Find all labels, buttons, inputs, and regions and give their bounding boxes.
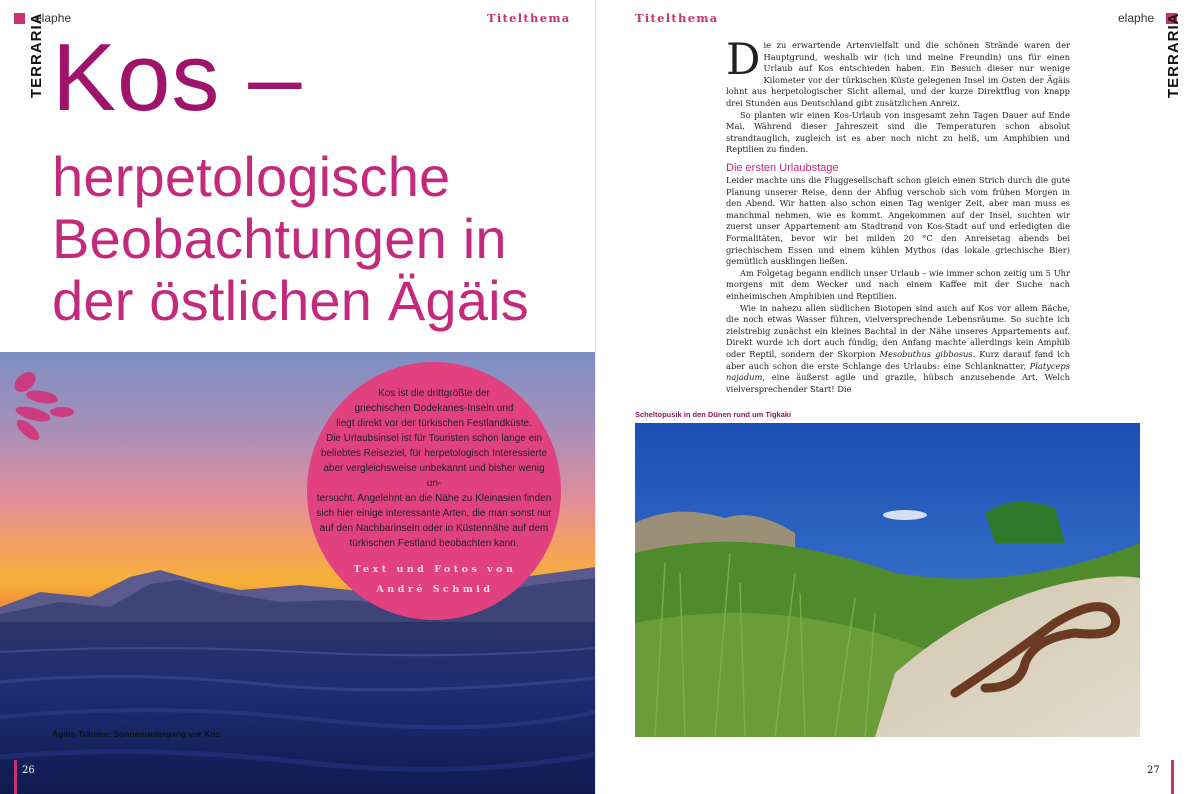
folio-bar [1171,760,1174,794]
paragraph [726,35,1070,110]
subtitle-line: der östlichen Ägäis [52,269,529,332]
body-column-bottom [726,175,1070,395]
paragraph-text: Wie in nahezu allen südlichen Biotopen sind auch auf Kos vor allem Bäche, die noch etwas Wasser führen, vielversprechende Lebensräume. So suchte ich zielstrebig zunächst ein kleines Bachtal in der Nähe unseres Appartements auf. Direkt wurde ich dort auch fündig; den Anfang machte allerdings kein Amphib oder Reptil, sondern der Skorpion [726,302,1070,359]
drop-cap: D [726,35,761,85]
paragraph-text: ie zu erwartende Artenvielfalt und die schönen Strände waren der Hauptgrund, weshalb wir (ich und meine Freundin) uns für einen Urlaub auf Kos entschieden haben. Ein Besuch dieser nur wenige Kilometer vor der türkischen Küste gelegenen Insel im Osten der Ägäis lohnt aus herpetologischer Sicht allemal, und der kurze Direktflug von knapp drei Stunden aus Deutschland gibt zusätzlichen Anreiz. [726,40,1070,108]
paragraph: Leider machte uns die Fluggesellschaft schon gleich einen Strich durch die gute Planung unserer Reise, denn der Abflug verschob sich vom frühen Morgen in den Abend. Wir hatten also schon einen Tag weniger Zeit, aber man muss es manchmal nehmen, wie es kommt. Angekommen auf der Insel, suchten wir zuerst unser Appartement am Stadtrand von Kos-Stadt auf und erledigten die Formalitäten, bevor wir bei milden 20 °C den Anreisetag abends bei griechischem Essen und einem kühlen Mythos (das lokale griechische Bier) gemütlich ausklingen ließen. [726,175,1070,267]
subtitle-line: Beobachtungen in [52,207,507,270]
intro-line: Kos ist die drittgrößte der [378,388,490,399]
intro-line: sich hier einige interessante Arten, die man sonst nur [316,508,552,519]
intro-text [316,386,552,551]
page-number: 26 [22,765,35,776]
section-label-vertical: TERRARIA [1165,12,1182,98]
intro-line: auf den Nachbarinseln oder in Küstennähe auf dem [319,523,549,534]
species-name: Platyceps najadum [726,360,1070,383]
paragraph-text: . Kurz darauf fand ich aber auch schon die erste Schlange des Urlaubs: eine Schlanknatter, [726,348,1070,371]
section-label-vertical: TERRARIA [28,12,45,98]
dune-photo-image [635,423,1140,737]
left-page [0,0,595,794]
byline-line: Text und Fotos von [353,564,517,575]
dune-photo [635,423,1140,737]
magazine-name: elaphe [35,11,72,25]
running-title: Titelthema [487,11,571,25]
sunset-photo-caption: Ägäis-Träume: Sonnenuntergang vor Kos [52,729,221,739]
paragraph: Am Folgetag begann endlich unser Urlaub – wie immer schon zeitig um 5 Uhr morgens mit dem Wecker und nach einem Kaffee mit der Suche nach einheimischen Amphibien und Reptilien. [726,267,1070,301]
running-title: Titelthema [635,11,719,25]
right-page [596,0,1191,794]
paragraph-text: , eine äußerst agile und grazile, hübsch anzusehende Art. Welch vielversprechender Start! Die [726,372,1070,394]
article-title: Kos – [52,24,303,131]
folio-bar [14,760,17,794]
magazine-name: elaphe [1118,11,1155,25]
intro-line: Die Urlaubsinsel ist für Touristen schon lange ein [325,433,543,444]
header-square [14,13,25,24]
intro-line: beliebtes Reiseziel, für herpetologisch Interessierte [320,448,548,459]
intro-line: aber vergleichsweise unbekannt und bisher wenig un- [323,463,545,489]
intro-line: liegt direkt vor der türkischen Festlandküste. [336,418,532,429]
paragraph: So planten wir einen Kos-Urlaub von insgesamt zehn Tagen Dauer auf Ende Mai. Während dieser Jahreszeit sind die Temperaturen schon absolut strandtauglich, zugleich ist es aber noch nicht zu heiß, um Amphibien und Reptilien zu finden. [726,109,1070,155]
article-subtitle [52,146,529,332]
intro-line: tersucht. Angelehnt an die Nähe zu Kleinasien finden [316,493,552,504]
intro-line: griechischen Dodekanes-Inseln und [354,403,514,414]
subtitle-line: herpetologische [52,145,451,208]
body-column-top [726,35,1070,156]
intro-line: türkischen Festland beobachten kann. [349,538,519,549]
byline-author: André Schmid [376,584,494,595]
byline [330,560,540,600]
paragraph [726,303,1070,396]
page-number: 27 [1147,765,1160,776]
species-name: Mesobuthus gibbosus [879,348,973,359]
dune-photo-caption: Scheltopusik in den Dünen rund um Tigkaki [635,410,792,419]
subheading: Die ersten Urlaubstage [726,162,839,174]
